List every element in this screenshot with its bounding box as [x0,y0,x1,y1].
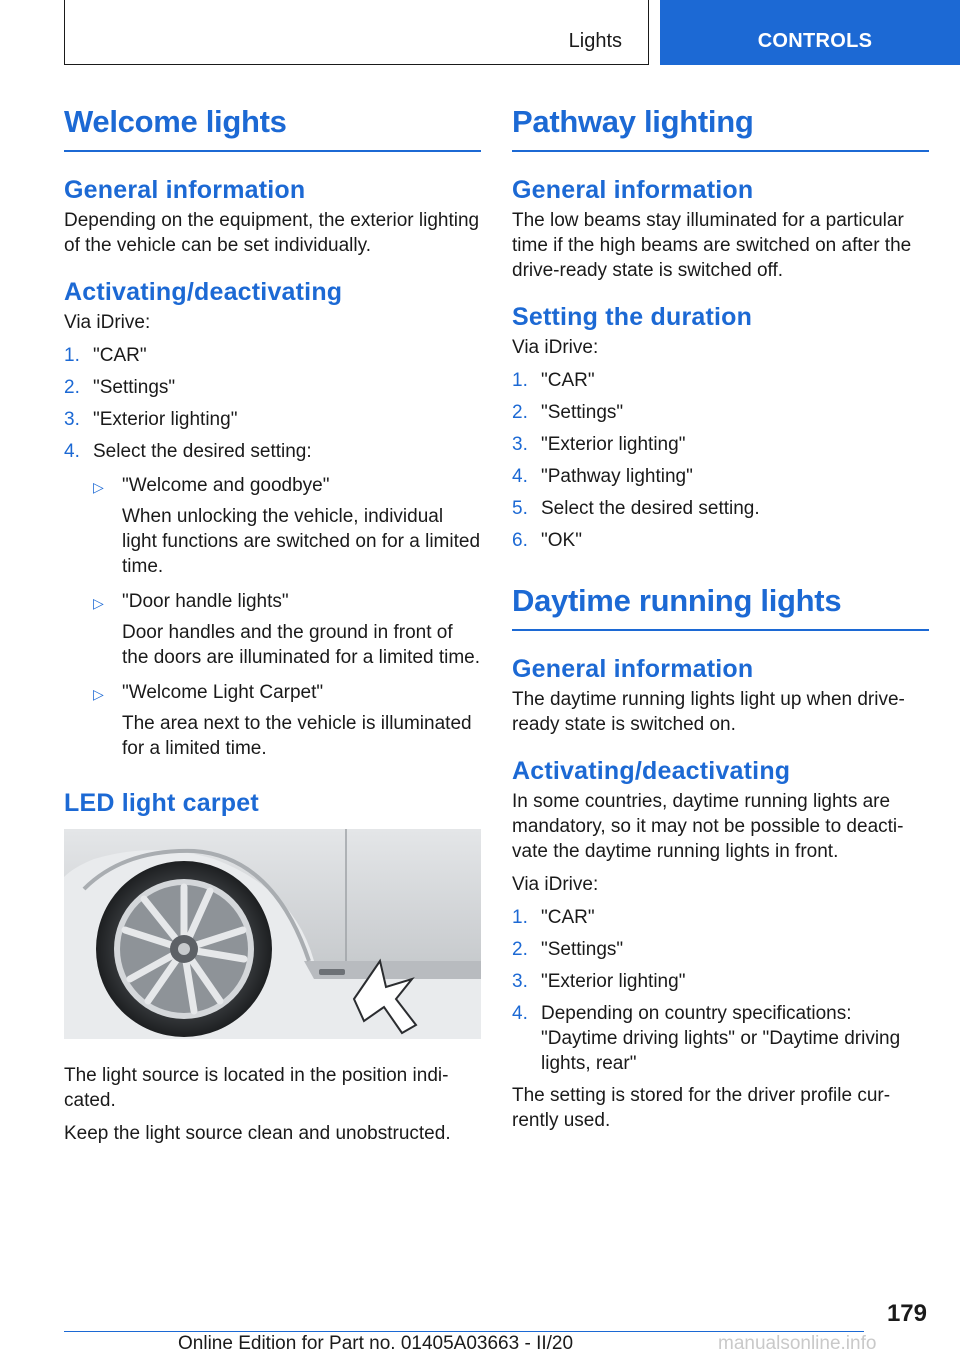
step-text: "OK" [541,530,582,551]
list-item [93,680,481,761]
step-text: Select the desired setting: [93,441,312,462]
general-information-text: Depending on the equipment, the exterior lighting of the vehicle can be set individually. [64,210,480,256]
footer-divider [64,1331,864,1332]
step-number: 6. [512,530,528,551]
general-information-heading: General information [512,176,754,204]
list-item [512,432,929,457]
step-text: Depending on country specifications: "Daytime driving lights" or "Daytime driving lights, rear" [541,1003,901,1074]
list-item [512,1001,929,1076]
drl-profile-note: The setting is stored for the driver profile currently used. [512,1085,891,1131]
left-column [64,100,481,1154]
option-label: "Welcome Light Carpet" [122,682,324,703]
list-item [512,905,929,930]
header-section-label: Lights [568,30,622,52]
step-text: Select the desired setting. [541,498,760,519]
header-section-box [64,0,649,65]
page-number: 179 [886,1300,927,1327]
drl-general-information-heading: General information [512,655,754,683]
step-number: 1. [512,370,528,391]
list-item [64,439,481,761]
step-number: 1. [64,345,80,366]
footer-watermark: manualsonline.info [718,1333,877,1354]
step-number: 2. [64,377,80,398]
step-number: 3. [512,971,528,992]
header-tab[interactable] [660,0,960,65]
step-text: "Settings" [93,377,176,398]
setting-duration-heading: Setting the duration [512,303,753,331]
option-label: "Welcome and goodbye" [122,475,330,496]
list-item [64,343,481,368]
list-item [512,969,929,994]
header-tab-label: CONTROLS [757,30,873,52]
list-item [512,368,929,393]
step-number: 2. [512,939,528,960]
drl-steps-list [512,905,929,1076]
via-idrive-text: Via iDrive: [64,312,151,333]
list-item [64,375,481,400]
welcome-steps-list [64,343,481,761]
step-number: 5. [512,498,528,519]
triangle-bullet-icon: ▷ [93,595,104,611]
list-item [512,528,929,553]
right-column [512,100,929,1141]
drl-activating-text: In some countries, daytime running lights are mandatory, so it may not be possible to deactivate the daytime running lights in front. [512,791,904,862]
step-text: "CAR" [541,907,595,928]
led-light-carpet-photo [64,829,481,1039]
option-description: Door handles and the ground in front of the doors are illuminated for a limited time. [122,622,480,668]
welcome-lights-heading: Welcome lights [64,100,481,152]
list-item [93,589,481,670]
list-item [512,496,929,521]
step-text: "Exterior lighting" [541,434,686,455]
step-number: 1. [512,907,528,928]
via-idrive-text: Via iDrive: [512,337,599,358]
step-text: "Exterior lighting" [541,971,686,992]
list-item [512,464,929,489]
triangle-bullet-icon: ▷ [93,479,104,495]
led-light-carpet-note: Keep the light source clean and unobstructed. [64,1123,451,1144]
list-item [512,400,929,425]
step-text: "Settings" [541,939,624,960]
general-information-heading: General information [64,176,306,204]
option-description: When unlocking the vehicle, individual light functions are switched on for a limited time. [122,506,481,577]
step-text: "CAR" [93,345,147,366]
step-number: 4. [512,466,528,487]
drl-via-idrive-text: Via iDrive: [512,874,599,895]
step-number: 3. [64,409,80,430]
step-text: "Exterior lighting" [93,409,238,430]
step-text: "CAR" [541,370,595,391]
general-information-text: The low beams stay illuminated for a particular time if the high beams are switched on after the drive-ready state is switched off. [512,210,912,281]
led-light-carpet-heading: LED light carpet [64,789,259,817]
pathway-steps-list [512,368,929,553]
step-number: 2. [512,402,528,423]
led-light-carpet-text: The light source is located in the position indicated. [64,1065,449,1111]
step-number: 3. [512,434,528,455]
footer-edition: Online Edition for Part no. 01405A03663 - II/20 [178,1333,574,1354]
list-item [512,937,929,962]
step-text: "Settings" [541,402,624,423]
pathway-lighting-heading: Pathway lighting [512,100,929,152]
list-item [93,473,481,579]
setting-options-list [93,473,481,761]
step-text: "Pathway lighting" [541,466,693,487]
list-item [64,407,481,432]
activating-heading: Activating/deactivating [64,278,343,306]
triangle-bullet-icon: ▷ [93,686,104,702]
daytime-running-lights-heading: Daytime running lights [512,579,929,631]
step-number: 4. [64,441,80,462]
drl-activating-heading: Activating/deactivating [512,757,791,785]
option-description: The area next to the vehicle is illuminated for a limited time. [122,713,472,759]
drl-general-information-text: The daytime running lights light up when drive-ready state is switched on. [512,689,905,735]
option-label: "Door handle lights" [122,591,289,612]
step-number: 4. [512,1003,528,1024]
